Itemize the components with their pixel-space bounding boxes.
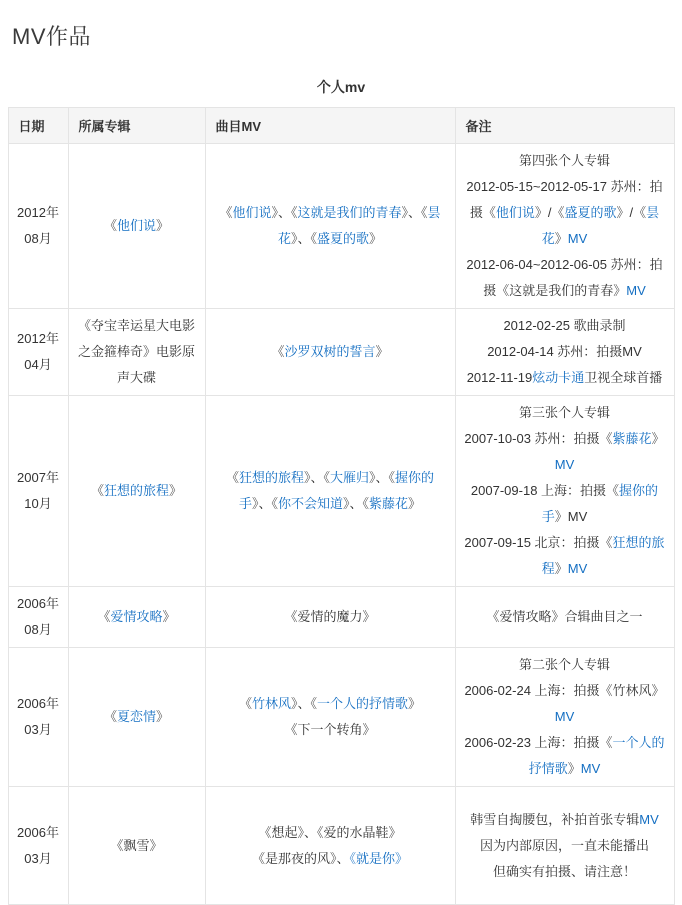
entity-link[interactable]: MV	[626, 283, 646, 298]
date-line: 03月	[24, 850, 52, 866]
entity-link[interactable]: 他们说	[495, 205, 535, 220]
album-cell	[68, 144, 205, 309]
column-header-notes: 备注	[455, 108, 674, 144]
entity-link[interactable]: 握你的手	[541, 483, 659, 524]
text-segment: 《下一个转角》	[284, 722, 376, 737]
notes-cell-line	[464, 313, 666, 339]
text-segment: 》	[169, 483, 183, 498]
date-line: 03月	[24, 722, 52, 737]
text-segment: 》、《	[290, 231, 317, 246]
notes-cell-line	[464, 148, 666, 174]
tracks-cell-line	[214, 846, 447, 872]
text-segment: 》	[156, 218, 170, 233]
entity-link[interactable]: 这就是我们的青春	[297, 205, 402, 220]
table-row	[8, 587, 674, 648]
text-segment: 2007-09-18 上海：拍摄《	[470, 483, 620, 498]
text-segment: 2012-04-14 苏州：拍摄MV	[487, 344, 642, 359]
entity-link[interactable]: MV	[567, 561, 588, 576]
text-segment: 《想起》、《爱的水晶鞋》	[258, 824, 402, 840]
date-cell	[8, 144, 68, 309]
text-segment: 》、《	[343, 496, 370, 511]
text-segment: 《是那夜的风》、	[251, 850, 350, 866]
date-cell	[8, 648, 68, 787]
entity-link[interactable]: 狂想的旅程	[541, 535, 665, 576]
notes-cell-line	[464, 478, 666, 530]
notes-cell-line	[464, 807, 666, 833]
text-segment: 2006-02-23 上海：拍摄《	[464, 735, 613, 750]
notes-cell-line	[464, 339, 666, 365]
entity-link[interactable]: 夏恋情	[116, 709, 156, 724]
date-line: 2012年	[17, 205, 59, 220]
text-segment: 《	[225, 470, 239, 485]
notes-cell	[455, 648, 674, 787]
text-segment: 》、《	[401, 205, 428, 220]
text-segment: 《爱情攻略》合辑曲目之一	[486, 609, 643, 624]
album-cell	[68, 787, 205, 905]
text-segment: 》、《	[251, 496, 278, 511]
text-segment: 》	[554, 561, 568, 576]
text-segment: 《	[219, 205, 233, 220]
entity-link[interactable]: 昙花	[541, 205, 660, 246]
notes-cell	[455, 144, 674, 309]
entity-link[interactable]: 炫动卡通	[532, 370, 585, 385]
text-segment: 第四张个人专辑	[518, 153, 610, 168]
text-segment: 》	[162, 609, 176, 624]
date-line: 08月	[24, 231, 52, 246]
notes-cell	[455, 396, 674, 587]
column-header-tracks: 曲目MV	[205, 108, 455, 144]
tracks-cell-line	[214, 339, 447, 365]
album-cell	[68, 587, 205, 648]
album-cell-line	[77, 704, 197, 730]
tracks-cell	[205, 396, 455, 587]
text-segment: 》	[408, 696, 422, 711]
entity-link[interactable]: 昙花	[277, 205, 441, 246]
notes-cell-line	[464, 252, 666, 304]
notes-cell-line	[464, 678, 666, 730]
entity-link[interactable]: 盛夏的歌	[317, 231, 370, 246]
table-row	[8, 648, 674, 787]
text-segment: 》	[651, 431, 665, 446]
date-cell	[8, 787, 68, 905]
page-title: MV作品	[12, 24, 92, 49]
table-row	[8, 787, 674, 905]
album-cell	[68, 309, 205, 396]
album-cell	[68, 396, 205, 587]
text-segment: 第三张个人专辑	[518, 405, 610, 420]
entity-link[interactable]: 握你的手	[238, 470, 435, 511]
entity-link[interactable]: MV	[580, 761, 601, 776]
entity-link[interactable]: 你不会知道	[277, 496, 343, 511]
text-segment: 2012-06-04~2012-06-05 苏州：拍摄《这就是我们的青春》	[466, 257, 663, 298]
text-segment: 第二张个人专辑	[518, 657, 610, 672]
text-segment: 2006-02-24 上海：拍摄《竹林风》	[464, 683, 665, 698]
entity-link[interactable]: 紫藤花	[612, 431, 652, 446]
entity-link[interactable]: 《就是你》	[349, 850, 409, 866]
text-segment: 》	[408, 496, 422, 511]
text-segment: 2007-10-03 苏州：拍摄《	[464, 431, 613, 446]
entity-link[interactable]: 沙罗双树的誓言	[284, 344, 376, 359]
text-segment: 《爱情的魔力》	[284, 609, 376, 624]
entity-link[interactable]: 一个人的抒情歌	[528, 735, 665, 776]
text-segment: 》、《	[303, 470, 330, 485]
entity-link[interactable]: MV	[639, 811, 659, 827]
album-cell-line	[77, 833, 197, 859]
date-cell	[8, 587, 68, 648]
notes-cell-line	[464, 174, 666, 252]
text-segment: 《	[103, 218, 117, 233]
notes-cell-line	[464, 833, 666, 859]
text-segment: 《	[271, 344, 285, 359]
text-segment: 《	[97, 609, 111, 624]
text-segment: 》	[375, 344, 389, 359]
entity-link[interactable]: 他们说	[232, 205, 272, 220]
tracks-cell-line	[214, 820, 447, 846]
tracks-cell-line	[214, 200, 447, 252]
tracks-cell	[205, 587, 455, 648]
text-segment: 》MV	[554, 509, 588, 524]
entity-link[interactable]: 狂想的旅程	[238, 470, 304, 485]
tracks-cell	[205, 648, 455, 787]
notes-cell-line	[464, 530, 666, 582]
text-segment: 》	[567, 761, 581, 776]
date-line: 2006年	[17, 696, 59, 711]
text-segment: 》/《	[534, 205, 565, 220]
entity-link[interactable]: 狂想的旅程	[103, 483, 169, 498]
notes-cell-line	[464, 426, 666, 478]
text-segment: 《飘雪》	[110, 837, 163, 853]
date-cell	[8, 309, 68, 396]
date-line: 2012年	[17, 331, 59, 346]
date-line: 2007年	[17, 470, 59, 485]
entity-link[interactable]: 大雁归	[330, 470, 370, 485]
date-line: 2006年	[17, 824, 59, 840]
table-row	[8, 309, 674, 396]
mv-table-body	[8, 144, 674, 905]
album-cell-line	[77, 478, 197, 504]
date-cell	[8, 396, 68, 587]
text-segment: 》	[554, 231, 568, 246]
text-segment: 《	[238, 696, 252, 711]
table-row	[8, 144, 674, 309]
text-segment: 》、《	[271, 205, 298, 220]
tracks-cell	[205, 144, 455, 309]
date-line: 10月	[24, 496, 52, 511]
entity-link[interactable]: 一个人的抒情歌	[317, 696, 409, 711]
text-segment: 《	[103, 709, 117, 724]
entity-link[interactable]: MV	[567, 231, 588, 246]
tracks-cell-line	[214, 465, 447, 517]
notes-cell-line	[464, 652, 666, 678]
album-cell-line	[77, 213, 197, 239]
notes-cell-line	[464, 365, 666, 391]
album-cell	[68, 648, 205, 787]
entity-link[interactable]: MV	[554, 709, 575, 724]
text-segment: 2012-02-25 歌曲录制	[503, 318, 626, 333]
text-segment: 因为内部原因，一直未能播出	[479, 837, 649, 853]
text-segment: 》/《	[616, 205, 647, 220]
notes-cell-line	[464, 730, 666, 782]
tracks-cell	[205, 309, 455, 396]
tracks-cell-line	[214, 717, 447, 743]
table-header	[8, 108, 674, 144]
notes-cell	[455, 587, 674, 648]
album-cell-line	[77, 313, 197, 391]
tracks-cell-line	[214, 604, 447, 630]
text-segment: 》	[156, 709, 170, 724]
text-segment: 2012-05-15~2012-05-17 苏州：拍摄《	[466, 179, 663, 220]
column-header-date: 日期	[8, 108, 68, 144]
date-line: 08月	[24, 622, 52, 637]
mv-table	[8, 107, 675, 905]
text-segment: 《	[90, 483, 104, 498]
notes-cell-line	[464, 859, 666, 885]
entity-link[interactable]: 紫藤花	[369, 496, 409, 511]
text-segment: 2007-09-15 北京：拍摄《	[464, 535, 613, 550]
text-segment: 》	[369, 231, 383, 246]
tracks-cell-line	[214, 691, 447, 717]
date-line: 2006年	[17, 596, 59, 611]
text-segment: 韩雪自掏腰包，补拍首张专辑	[470, 811, 640, 827]
table-row	[8, 396, 674, 587]
notes-cell-line	[464, 604, 666, 630]
notes-cell-line	[464, 400, 666, 426]
text-segment: 卫视全球首播	[584, 370, 663, 385]
entity-link[interactable]: 竹林风	[251, 696, 291, 711]
text-segment: 》、《	[290, 696, 317, 711]
date-line: 04月	[24, 357, 52, 372]
text-segment: 2012-11-19	[466, 370, 533, 385]
notes-cell	[455, 309, 674, 396]
tracks-cell	[205, 787, 455, 905]
entity-link[interactable]: MV	[554, 457, 575, 472]
entity-link[interactable]: 爱情攻略	[110, 609, 163, 624]
text-segment: 》、《	[369, 470, 396, 485]
notes-cell	[455, 787, 674, 905]
entity-link[interactable]: 盛夏的歌	[564, 205, 617, 220]
table-caption: 个人mv	[316, 79, 366, 95]
album-cell-line	[77, 604, 197, 630]
entity-link[interactable]: 他们说	[116, 218, 156, 233]
text-segment: 但确实有拍摄、请注意！	[492, 863, 636, 879]
text-segment: 《夺宝幸运星大电影之金箍棒奇》电影原声大碟	[77, 318, 195, 385]
column-header-album: 所属专辑	[68, 108, 205, 144]
